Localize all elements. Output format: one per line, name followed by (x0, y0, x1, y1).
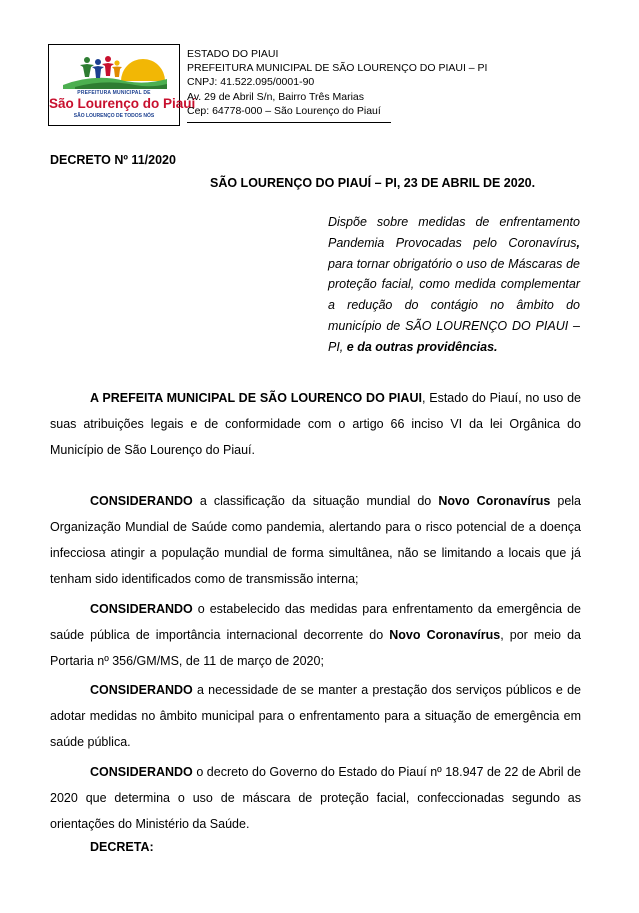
preamble-text: , Estado do Piauí, no uso de suas atribuições legais e de conformidade com o artigo 66 inciso VI da lei Orgânica do Município de São Lourenço do Piauí. (50, 391, 581, 457)
letterhead-cnpj: CNPJ: 41.522.095/0001-90 (187, 76, 315, 89)
considerando-paragraph-2 (50, 596, 581, 674)
considerando-keyword: CONSIDERANDO (90, 765, 193, 779)
summary-text-c: e da outras providências. (346, 339, 498, 354)
considerando-keyword: CONSIDERANDO (90, 602, 193, 616)
letterhead-divider (187, 122, 391, 123)
considerando-paragraph-3 (50, 677, 581, 755)
logo-small-title: PREFEITURA MUNICIPAL DE (77, 90, 151, 96)
considerando-text-a: a necessidade de se manter a prestação dos serviços públicos e de adotar medidas no âmbito municipal para o enfrentamento para a situação de emergência em saúde pública. (50, 683, 581, 749)
decree-summary (328, 212, 580, 358)
summary-comma: , (576, 235, 580, 250)
summary-text-a: Dispõe sobre medidas de enfrentamento Pandemia Provocadas pelo Coronavírus (328, 215, 580, 250)
letterhead-prefecture: PREFEITURA MUNICIPAL DE SÃO LOURENÇO DO PIAUI – PI (187, 62, 488, 75)
summary-text-b: para tornar obrigatório o uso de Máscaras de proteção facial, como medida complementar a redução do contágio no âmbito do município de SÃO LOURENÇO DO PIAUI – PI, (328, 256, 580, 354)
decreta-heading: DECRETA: (90, 840, 154, 854)
decree-number: DECRETO Nº 11/2020 (50, 153, 176, 167)
preamble-bold: A PREFEITA MUNICIPAL DE SÃO LOURENCO DO PIAUI (90, 391, 422, 405)
considerando-keyword: CONSIDERANDO (90, 494, 193, 508)
considerando-text-b: , por meio da Portaria nº 356/GM/MS, de 11 de março de 2020; (50, 628, 581, 668)
letterhead-info (187, 47, 487, 118)
considerando-text-a: o decreto do Governo do Estado do Piauí nº 18.947 de 22 de Abril de 2020 que determina o uso de máscara de proteção facial, confeccionadas segundo as orientações do Ministério da Saúde. (50, 765, 581, 831)
considerando-paragraph-1 (50, 488, 581, 592)
preamble-paragraph (50, 385, 581, 463)
considerando-text-b: pela Organização Mundial de Saúde como pandemia, alertando para o risco potencial de a doença infecciosa atingir a população mundial de forma simultânea, não se limitando a locais que já tenham sido identificados como de transmissão interna; (50, 494, 582, 586)
considerando-bold: Novo Coronavírus (438, 494, 551, 508)
logo-title: São Lourenço do Piauí (49, 96, 196, 111)
place-date: SÃO LOURENÇO DO PIAUÍ – PI, 23 DE ABRIL DE 2020. (210, 176, 536, 190)
letterhead-address: Av. 29 de Abril S/n, Bairro Três Marias (187, 90, 365, 103)
considerando-paragraph-4 (50, 759, 581, 837)
considerando-keyword: CONSIDERANDO (90, 683, 193, 697)
letterhead-cep: Cep: 64778-000 – São Lourenço do Piauí (187, 104, 381, 117)
municipality-logo (48, 44, 196, 126)
considerando-text-a: a classificação da situação mundial do (192, 494, 439, 508)
logo-people-sun-icon (55, 51, 173, 91)
considerando-bold: Novo Coronavírus (389, 628, 501, 642)
letterhead-state: ESTADO DO PIAUI (187, 48, 279, 60)
logo-subtitle: SÃO LOURENÇO DE TODOS NÓS (73, 113, 155, 119)
considerando-text-a: o estabelecido das medidas para enfrentamento da emergência de saúde pública de importância internacional decorrente do (50, 602, 581, 642)
